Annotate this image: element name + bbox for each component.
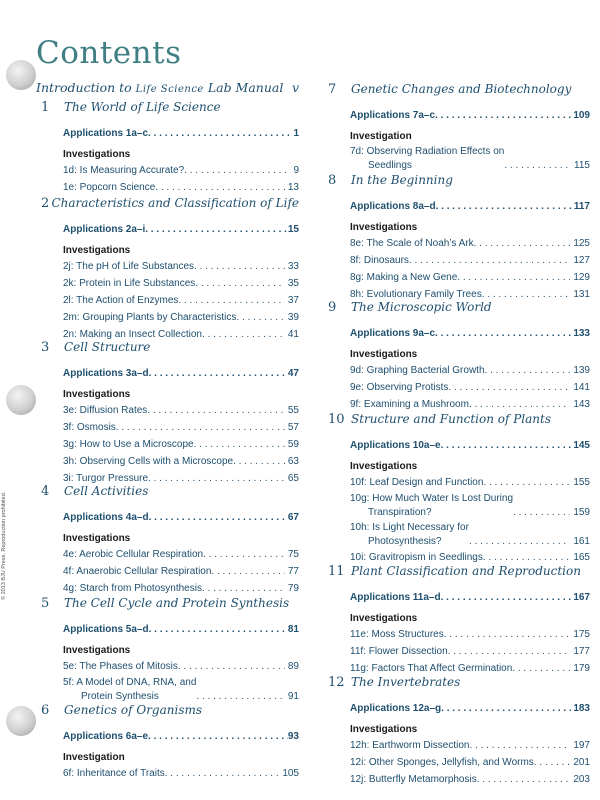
dot-leader [178,293,284,309]
investigation-title [63,180,155,196]
investigation-title-line: 8e: The Scale of Noah’s Ark [350,238,474,249]
investigation-entry[interactable] [63,420,299,436]
investigation-title [350,363,485,379]
dot-leader [485,363,571,379]
investigation-entry[interactable] [350,738,590,754]
investigation-page: 59 [287,439,299,450]
chapter-heading[interactable] [41,484,299,504]
investigation-page: 131 [573,289,590,300]
investigations-label: Investigations [63,149,131,160]
applications-label: Applications 6a–e [63,731,149,742]
chapter [41,100,299,197]
chapter-number: 7 [328,82,337,97]
chapter-body [63,620,299,704]
investigation-page: 79 [287,583,299,594]
investigation-title [350,738,470,754]
investigation-title-line: Seedlings [368,160,412,171]
investigation-title-line: 12j: Butterfly Metamorphosis [350,774,477,785]
dot-leader [165,766,280,782]
dot-leader [504,159,571,173]
applications-label: Applications 3a–d [63,368,149,379]
applications-page: 67 [287,512,299,523]
chapter-body [63,220,299,343]
applications-entry[interactable] [63,620,299,639]
chapter-number: 11 [328,564,345,579]
investigation-page: 77 [287,566,299,577]
investigation-page: 41 [287,329,299,340]
dot-leader [147,403,285,419]
investigation-title-line: 4e: Aerobic Cellular Respiration [63,549,204,560]
applications-page: 109 [573,110,590,121]
investigation-title [63,581,202,597]
dot-leader [184,163,290,179]
chapter-title: Genetics of Organisms [64,703,203,717]
investigation-page: 165 [573,552,590,563]
investigation-page: 75 [287,549,299,560]
chapter [328,173,590,304]
chapter-body [63,508,299,597]
investigation-entry[interactable] [350,145,590,173]
investigation-page: 55 [287,405,299,416]
dot-leader [444,627,571,643]
investigation-title [350,644,448,660]
chapter-title: The Invertebrates [351,675,461,689]
investigation-title [63,259,194,275]
investigation-entry[interactable] [63,403,299,419]
applications-entry[interactable] [63,124,299,143]
investigations-label: Investigations [350,461,418,472]
dot-leader [194,437,285,453]
chapter-title: In the Beginning [351,173,453,187]
investigation-title-line: 3h: Observing Cells with a Microscope [63,456,234,467]
dot-leader [477,772,571,788]
chapter-heading[interactable] [41,596,299,616]
investigation-title-line: 9d: Graphing Bacterial Growth [350,365,485,376]
binder-hole [6,60,36,90]
investigation-title-line: 2l: The Action of Enzymes [63,295,179,306]
dot-leader [196,690,284,704]
chapter-body [350,106,590,173]
dot-leader [155,180,285,196]
chapter-number: 3 [41,340,50,355]
dot-leader [202,581,285,597]
investigation-title-line: 10h: Is Light Necessary for [350,522,469,533]
investigation-title [63,454,233,470]
investigations-label: Investigations [350,724,418,735]
dot-leader [211,564,284,580]
dot-leader [513,506,570,520]
investigation-title-line: 1d: Is Measuring Accurate? [63,165,185,176]
investigation-title-line: 11g: Factors That Affect Germination [350,663,513,674]
investigation-entry[interactable] [63,259,299,275]
chapter-heading[interactable] [328,300,590,320]
investigation-entry[interactable] [63,163,299,179]
chapter-number: 8 [328,173,337,188]
applications-entry[interactable] [350,197,590,216]
chapter-heading[interactable] [328,173,590,193]
chapter-body [350,324,590,413]
chapter-number: 2 [41,196,50,211]
investigation-title [350,145,504,173]
investigations-label: Investigations [63,245,131,256]
dot-leader [194,259,285,275]
investigation-title [350,475,483,491]
investigation-entry[interactable] [63,564,299,580]
investigation-entry[interactable] [63,766,299,782]
investigation-title-line: 2j: The pH of Life Substances [63,261,195,272]
investigation-title [350,380,448,396]
investigation-entry[interactable] [63,547,299,563]
dot-leader [116,420,285,436]
chapter-body [350,588,590,677]
applications-label: Applications 11a–d [350,592,441,603]
investigation-title-line: 11f: Flower Dissection [350,646,448,657]
investigation-page: 141 [573,382,590,393]
intro-entry[interactable] [36,80,299,95]
chapter-heading[interactable] [328,412,590,432]
dot-leader [236,310,284,326]
investigations-label: Investigation [350,131,412,142]
investigation-title-line: 4f: Anaerobic Cellular Respiration [63,566,212,577]
investigation-entry[interactable] [350,521,590,549]
dot-leader [441,699,573,718]
investigation-page: 91 [287,691,299,702]
investigation-title [63,547,203,563]
investigation-page: 129 [573,272,590,283]
investigation-title-line: 3g: How to Use a Microscope [63,439,194,450]
chapter-body [63,364,299,487]
investigation-page: 63 [287,456,299,467]
investigation-page: 9 [293,165,299,176]
dot-leader [441,436,574,455]
investigation-page: 39 [287,312,299,323]
investigation-title-line: 10f: Leaf Design and Function [350,477,484,488]
dot-leader [469,397,570,413]
investigation-page: 115 [574,160,590,171]
investigation-title-line: 9f: Examining a Mushroom [350,399,469,410]
dot-leader [435,106,573,125]
investigations-label: Investigations [350,349,418,360]
investigation-title-line: 3e: Diffusion Rates [63,405,148,416]
investigation-page: 175 [573,629,590,640]
applications-entry[interactable] [350,324,590,343]
investigation-entry[interactable] [350,475,590,491]
investigation-entry[interactable] [350,492,590,520]
investigation-entry[interactable] [350,270,590,286]
investigations-label: Investigations [350,613,418,624]
applications-page: 133 [573,328,590,339]
investigation-title [63,420,116,436]
binder-hole [6,385,36,415]
chapter-title: The World of Life Science [64,100,221,114]
chapter-number: 4 [41,484,50,499]
investigation-title-line: 9e: Observing Protists [350,382,449,393]
investigation-title [350,236,474,252]
investigation-title-line: 5e: The Phases of Mitosis [63,661,178,672]
investigation-entry[interactable] [63,659,299,675]
dot-leader [409,253,570,269]
chapter-title: The Microscopic World [351,300,492,314]
investigation-page: 37 [287,295,299,306]
investigation-page: 127 [573,255,590,266]
investigation-page: 197 [573,740,590,751]
investigation-page: 33 [287,261,299,272]
investigation-entry[interactable] [350,380,590,396]
dot-leader [441,588,574,607]
investigation-entry[interactable] [350,755,590,771]
applications-label: Applications 12a–g [350,703,442,714]
investigation-title [63,163,184,179]
applications-page: 167 [573,592,590,603]
investigation-page: 13 [287,182,299,193]
chapter-title: Structure and Function of Plants [351,412,551,426]
dot-leader [149,508,288,527]
investigation-entry[interactable] [350,253,590,269]
applications-label: Applications 2a–i [63,224,146,235]
investigation-page: 201 [573,757,590,768]
dot-leader [448,644,571,660]
dot-leader [436,197,574,216]
chapter-number: 10 [328,412,345,427]
investigations-label: Investigations [63,389,131,400]
investigation-title-line: 12h: Earthworm Dissection [350,740,470,751]
applications-label: Applications 8a–d [350,201,436,212]
investigation-title-line: 11e: Moss Structures [350,629,444,640]
chapter-title: Genetic Changes and Biotechnology [351,82,572,96]
investigation-page: 57 [287,422,299,433]
investigation-title-line: Photosynthesis? [368,536,442,547]
chapter-body [350,699,590,788]
chapter-number: 9 [328,300,337,315]
investigation-title [63,276,195,292]
chapter-heading[interactable] [41,196,299,216]
investigation-entry[interactable] [350,397,590,413]
chapter-number: 1 [41,100,50,115]
investigation-title [63,676,196,704]
chapter-body [63,124,299,196]
chapter [41,340,299,488]
chapter-title: Plant Classification and Reproduction [351,564,581,578]
investigation-title [63,293,178,309]
investigation-title [63,766,165,782]
investigation-page: 105 [282,768,299,779]
intro-title: Introduction to Life Science Lab Manual [36,80,284,95]
investigation-title-line: 8g: Making a New Gene [350,272,458,283]
investigation-entry[interactable] [63,276,299,292]
investigation-title-line: 1e: Popcorn Science [63,182,156,193]
dot-leader [149,364,288,383]
applications-label: Applications 4a–d [63,512,149,523]
investigation-title [350,627,444,643]
dot-leader [470,738,571,754]
investigation-page: 179 [573,663,590,674]
chapter-heading[interactable] [41,703,299,723]
investigation-title-line: 8h: Evolutionary Family Trees [350,289,482,300]
investigation-page: 159 [573,507,590,518]
binder-hole [6,706,36,736]
dot-leader [148,124,293,143]
chapter [41,196,299,344]
investigation-title-line: 3i: Turgor Pressure [63,473,149,484]
investigation-entry[interactable] [63,437,299,453]
dot-leader [178,659,285,675]
chapter [328,564,590,678]
investigation-title-line: 10i: Gravitropism in Seedlings [350,552,483,563]
dot-leader [149,620,288,639]
investigation-title-line: 2n: Making an Insect Collection [63,329,202,340]
chapter-heading[interactable] [328,675,590,695]
applications-entry[interactable] [63,508,299,527]
investigation-title-line: 2m: Grouping Plants by Characteristics [63,312,237,323]
chapter [41,703,299,783]
chapter-heading[interactable] [328,564,590,584]
applications-label: Applications 5a–d [63,624,149,635]
investigation-page: 139 [573,365,590,376]
applications-page: 117 [573,201,590,212]
investigation-title [350,772,477,788]
investigation-title [63,403,147,419]
investigation-title-line: 3f: Osmosis [63,422,116,433]
dot-leader [457,270,570,286]
applications-entry[interactable] [350,699,590,718]
dot-leader [469,535,570,549]
investigation-title [63,310,236,326]
applications-page: 47 [287,368,299,379]
investigation-entry[interactable] [350,644,590,660]
chapter-title: The Cell Cycle and Protein Synthesis [64,596,290,610]
investigation-page: 65 [287,473,299,484]
chapter [41,596,299,705]
chapter [328,412,590,567]
chapter-number: 6 [41,703,50,718]
applications-entry[interactable] [350,588,590,607]
investigation-entry[interactable] [63,676,299,704]
investigation-title-line: 4g: Starch from Photosynthesis [63,583,202,594]
chapter-body [63,727,299,782]
investigation-title-line: 2k: Protein in Life Substances [63,278,196,289]
chapter [328,300,590,414]
chapter-title: Cell Activities [64,484,149,498]
dot-leader [203,547,285,563]
chapter [41,484,299,598]
investigations-label: Investigation [63,752,125,763]
applications-entry[interactable] [350,106,590,125]
applications-page: 145 [573,440,590,451]
investigations-label: Investigations [63,645,131,656]
investigation-title-line: Transpiration? [368,507,432,518]
applications-label: Applications 10a–e [350,440,441,451]
investigation-title-line: 10g: How Much Water Is Lost During [350,493,514,504]
investigation-title-line: 12i: Other Sponges, Jellyfish, and Worms [350,757,534,768]
investigation-title-line: 8f: Dinosaurs [350,255,409,266]
investigation-title [350,755,534,771]
investigation-title-line: 6f: Inheritance of Traits [63,768,165,779]
investigation-title [63,564,211,580]
chapter [328,82,590,174]
chapter-body [350,436,590,566]
applications-page: 81 [287,624,299,635]
chapter-number: 5 [41,596,50,611]
investigation-entry[interactable] [350,236,590,252]
investigation-page: 125 [573,238,590,249]
applications-label: Applications 1a–c [63,128,149,139]
investigation-entry[interactable] [350,627,590,643]
dot-leader [534,755,571,771]
investigation-title-line: 5f: A Model of DNA, RNA, and [63,677,197,688]
applications-label: Applications 7a–c [350,110,436,121]
dot-leader [435,324,573,343]
chapter-heading[interactable] [41,100,299,120]
investigation-entry[interactable] [63,180,299,196]
investigation-entry[interactable] [63,293,299,309]
applications-entry[interactable] [63,364,299,383]
investigation-title [63,437,194,453]
investigation-entry[interactable] [350,772,590,788]
applications-page: 15 [287,224,299,235]
chapter-heading[interactable] [328,82,590,102]
investigation-page: 89 [287,661,299,672]
dot-leader [483,475,570,491]
investigation-title-line: 7d: Observing Radiation Effects on [350,146,505,157]
page-title: Contents [36,35,182,71]
investigation-title [350,397,469,413]
chapter-title: Cell Structure [64,340,151,354]
applications-entry[interactable] [63,727,299,746]
investigation-title [350,253,409,269]
investigation-page: 177 [573,646,590,657]
chapter-heading[interactable] [41,340,299,360]
investigation-title [63,659,178,675]
investigations-label: Investigations [350,222,418,233]
investigation-entry[interactable] [63,454,299,470]
investigation-title [350,270,457,286]
dot-leader [145,220,288,239]
dot-leader [233,454,285,470]
applications-entry[interactable] [350,436,590,455]
investigation-page: 143 [573,399,590,410]
applications-label: Applications 9a–c [350,328,436,339]
dot-leader [195,276,285,292]
investigation-title [350,492,513,520]
chapter-body [350,197,590,303]
dot-leader [148,727,288,746]
applications-page: 93 [287,731,299,742]
investigation-entry[interactable] [63,310,299,326]
investigation-page: 155 [573,477,590,488]
investigation-entry[interactable] [350,363,590,379]
applications-page: 183 [573,703,590,714]
investigation-entry[interactable] [63,581,299,597]
investigation-title [350,521,469,549]
copyright-notice: © 2013 BJU Press. Reproduction prohibited. [1,491,7,600]
dot-leader [474,236,571,252]
intro-page: v [291,80,299,95]
investigation-page: 35 [287,278,299,289]
dot-leader [448,380,570,396]
investigation-page: 161 [573,536,590,547]
applications-entry[interactable] [63,220,299,239]
applications-page: 1 [293,128,299,139]
investigations-label: Investigations [63,533,131,544]
investigation-page: 203 [573,774,590,785]
chapter-title: Characteristics and Classification of Life [51,196,299,210]
chapter-number: 12 [328,675,345,690]
investigation-title-line: Protein Synthesis [81,691,159,702]
chapter [328,675,590,789]
